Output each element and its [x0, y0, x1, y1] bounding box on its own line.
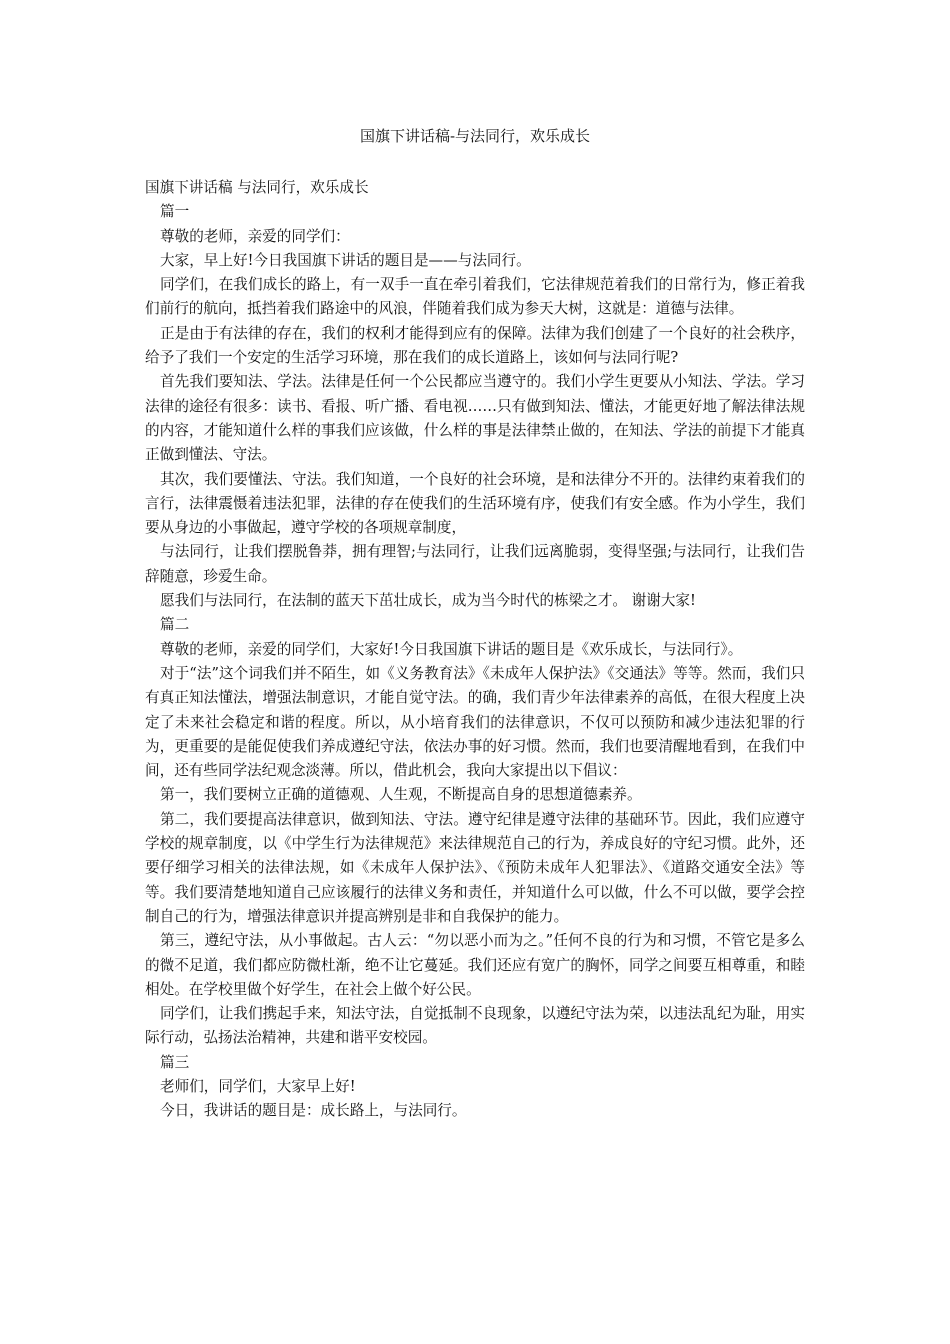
paragraph: 与法同行，让我们摆脱鲁莽，拥有理智;与法同行，让我们远离脆弱，变得坚强;与法同行，让我们告辞随意，珍爱生命。: [145, 543, 805, 585]
paragraph: 正是由于有法律的存在，我们的权利才能得到应有的保障。法律为我们创建了一个良好的社会秩序，给予了我们一个安定的生活学习环境，那在我们的成长道路上，该如何与法同行呢?: [145, 324, 805, 367]
paragraph: 今日，我讲话的题目是：成长路上，与法同行。: [160, 1102, 467, 1120]
paragraph: 尊敬的老师，亲爱的同学们，大家好!今日我国旗下讲话的题目是《欢乐成长，与法同行》。: [160, 640, 743, 658]
paragraph: 第一，我们要树立正确的道德观、人生观，不断提高自身的思想道德素养。: [160, 786, 642, 804]
paragraph: 篇一: [160, 203, 190, 221]
paragraph: 第三，遵纪守法，从小事做起。古人云：“勿以恶小而为之。”任何不良的行为和习惯，不管它是多么的微不足道，我们都应防微杜渐，绝不让它蔓延。我们还应有宽广的胸怀，同学之间要互相尊重，和睦相处。在学校里做个好学生，在社会上做个好公民。: [145, 932, 805, 998]
paragraph: 愿我们与法同行，在法制的蓝天下茁壮成长，成为当今时代的栋梁之才。 谢谢大家!: [160, 592, 696, 610]
paragraph: 国旗下讲话稿 与法同行，欢乐成长: [145, 179, 369, 196]
paragraph: 同学们，在我们成长的路上，有一双手一直在牵引着我们，它法律规范着我们的日常行为，修正着我们前行的航向，抵挡着我们路途中的风浪，伴随着我们成为参天大树，这就是：道德与法律。: [145, 276, 805, 318]
document-body: [145, 176, 805, 1124]
paragraph: 首先我们要知法、学法。法律是任何一个公民都应当遵守的。我们小学生更要从小知法、学法。学习法律的途径有很多：读书、看报、听广播、看电视……只有做到知法、懂法，才能更好地了解法律法规的内容，才能知道什么样的事我们应该做，什么样的事是法律禁止做的，在知法、学法的前提下才能真正做到懂法、守法。: [145, 373, 805, 464]
paragraph: 老师们，同学们，大家早上好!: [160, 1077, 356, 1095]
paragraph: 篇二: [160, 616, 190, 634]
paragraph: 大家，早上好!今日我国旗下讲话的题目是——与法同行。: [160, 251, 531, 269]
paragraph: 其次，我们要懂法、守法。我们知道，一个良好的社会环境，是和法律分不开的。法律约束着我们的言行，法律震慑着违法犯罪，法律的存在使我们的生活环境有序，使我们有安全感。作为小学生，我们要从身边的小事做起，遵守学校的各项规章制度，: [145, 470, 805, 537]
paragraph: 对于“法”这个词我们并不陌生，如《义务教育法》《未成年人保护法》《交通法》等等。然而，我们只有真正知法懂法，增强法制意识，才能自觉守法。的确，我们青少年法律素养的高低，在很大程度上决定了未来社会稳定和谐的程度。所以，从小培育我们的法律意识，不仅可以预防和减少违法犯罪的行为，更重要的是能促使我们养成遵纪守法，依法办事的好习惯。然而，我们也要清醒地看到，在我们中间，还有些同学法纪观念淡薄。所以，借此机会，我向大家提出以下倡议：: [145, 664, 805, 780]
paragraph: 篇三: [160, 1053, 190, 1071]
paragraph: 第二，我们要提高法律意识，做到知法、守法。遵守纪律是遵守法律的基础环节。因此，我们应遵守学校的规章制度，以《中学生行为法律规范》来法律规范自己的行为，养成良好的守纪习惯。此外，还要仔细学习相关的法律法规，如《未成年人保护法》、《预防未成年人犯罪法》、《道路交通安全法》等等。我们要清楚地知道自己应该履行的法律义务和责任，并知道什么可以做，什么不可以做，要学会控制自己的行为，增强法律意识并提高辨别是非和自我保护的能力。: [145, 810, 805, 925]
document-title: 国旗下讲话稿-与法同行，欢乐成长: [359, 127, 591, 145]
paragraph: 同学们，让我们携起手来，知法守法，自觉抵制不良现象，以遵纪守法为荣，以违法乱纪为耻，用实际行动，弘扬法治精神，共建和谐平安校园。: [145, 1005, 805, 1047]
paragraph: 尊敬的老师，亲爱的同学们：: [160, 227, 350, 245]
